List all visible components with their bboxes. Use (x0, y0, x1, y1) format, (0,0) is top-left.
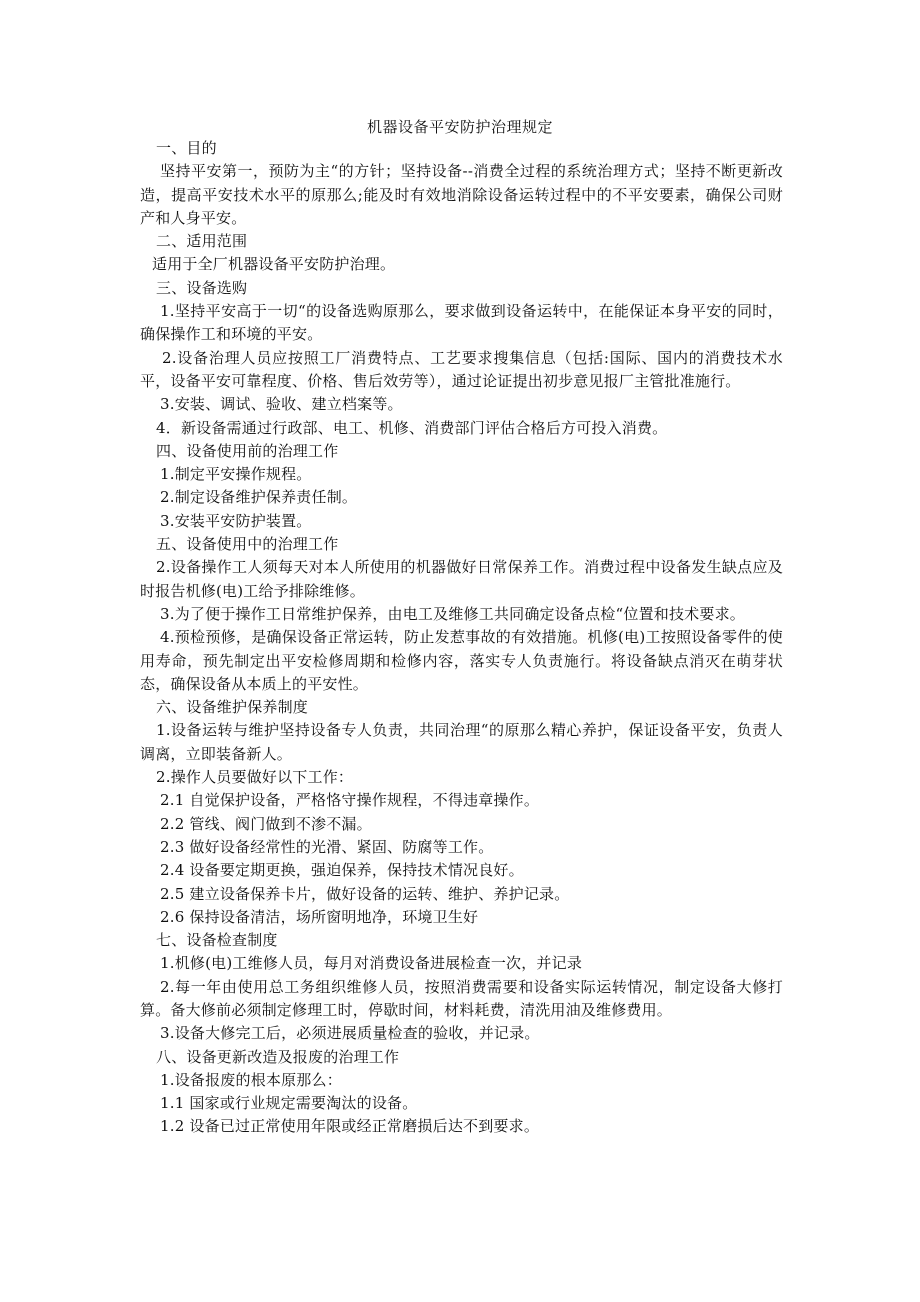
section-heading: 五、设备使用中的治理工作 (156, 535, 339, 554)
paragraph: 4.预检预修，是确保设备正常运转，防止发惹事故的有效措施。机修(电)工按照设备零件的使用寿命，预先制定出平安检修周期和检修内容，落实专人负责施行。将设备缺点消灭在萌芽状态，确保设备从本质上的平安性。 (140, 628, 783, 693)
paragraph: 2.每一年由使用总工务组织维修人员，按照消费需要和设备实际运转情况，制定设备大修打算。备大修前必须制定修理工时，停歇时间，材料耗费，清洗用油及维修费用。 (140, 977, 783, 1019)
paragraph: 适用于全厂机器设备平安防护治理。 (152, 255, 396, 274)
paragraph: 1.设备报废的根本原那么： (160, 1070, 342, 1089)
list-item: 2.4 设备要定期更换，强迫保养，保持技术情况良好。 (160, 861, 524, 880)
paragraph: 4．新设备需通过行政部、电工、机修、消费部门评估合格后方可投入消费。 (156, 418, 668, 437)
paragraph: 1.坚持平安高于一切“的设备选购原那么，要求做到设备运转中，在能保证本身平安的同时，确保操作工和环境的平安。 (140, 302, 783, 344)
paragraph: 3.安装平安防护装置。 (160, 511, 312, 530)
paragraph: 坚持平安第一，预防为主“的方针；坚持设备--消费全过程的系统治理方式；坚持不断更新改造，提高平安技术水平的原那么;能及时有效地消除设备运转过程中的不平安要素，确保公司财产和人身平安。 (140, 162, 783, 227)
paragraph: 1.设备运转与维护坚持设备专人负责，共同治理“的原那么精心养护，保证设备平安，负责人调离，立即装备新人。 (140, 721, 783, 763)
paragraph: 1.机修(电)工维修人员，每月对消费设备进展检查一次，并记录 (160, 954, 583, 973)
list-item: 2.1 自觉保护设备，严格恪守操作规程，不得违章操作。 (160, 791, 540, 810)
document-title: 机器设备平安防护治理规定 (366, 118, 553, 136)
section-heading: 一、目的 (156, 139, 217, 157)
section-heading: 二、适用范围 (156, 232, 248, 251)
paragraph: 2.操作人员要做好以下工作： (156, 768, 354, 787)
list-item: 2.3 做好设备经常性的光滑、紧固、防腐等工作。 (160, 837, 494, 856)
section-heading: 六、设备维护保养制度 (156, 698, 309, 717)
section-heading: 七、设备检查制度 (156, 931, 278, 950)
list-item: 2.5 建立设备保养卡片，做好设备的运转、维护、养护记录。 (160, 884, 570, 903)
paragraph: 2.制定设备维护保养责任制。 (160, 488, 358, 507)
section-heading: 八、设备更新改造及报废的治理工作 (156, 1047, 400, 1066)
paragraph: 3.为了便于操作工日常维护保养，由电工及维修工共同确定设备点检“位置和技术要求。 (160, 604, 745, 623)
section-heading: 三、设备选购 (156, 278, 248, 297)
list-item: 1.1 国家或行业规定需要淘汰的设备。 (160, 1094, 418, 1113)
paragraph: 1.制定平安操作规程。 (160, 465, 312, 484)
list-item: 2.2 管线、阀门做到不渗不漏。 (160, 814, 372, 833)
paragraph: 2.设备操作工人须每天对本人所使用的机器做好日常保养工作。消费过程中设备发生缺点应及时报告机修(电)工给予排除维修。 (140, 558, 783, 600)
list-item: 2.6 保持设备清洁，场所窗明地净，环境卫生好 (160, 907, 479, 926)
list-item: 1.2 设备已过正常使用年限或经正常磨损后达不到要求。 (160, 1117, 540, 1136)
paragraph: 2.设备治理人员应按照工厂消费特点、工艺要求搜集信息（包括:国际、国内的消费技术水平，设备平安可靠程度、价格、售后效劳等），通过论证提出初步意见报厂主管批准施行。 (140, 348, 783, 390)
paragraph: 3.安装、调试、验收、建立档案等。 (160, 395, 403, 414)
document-body (140, 137, 783, 1139)
section-heading: 四、设备使用前的治理工作 (156, 441, 339, 460)
paragraph: 3.设备大修完工后，必须进展质量检查的验收，并记录。 (160, 1024, 540, 1043)
